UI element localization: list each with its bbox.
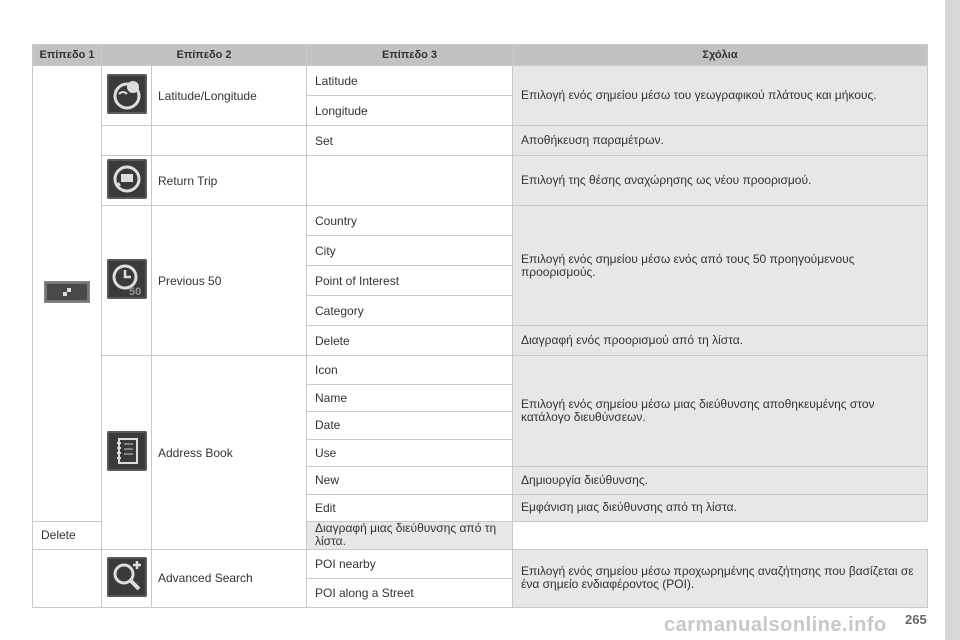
- level3-date: Date: [307, 411, 513, 439]
- address-book-icon-cell: [102, 356, 152, 549]
- level3-icon: Icon: [307, 356, 513, 384]
- level3-country: Country: [307, 206, 513, 236]
- level2-previous: Previous 50: [152, 206, 307, 356]
- header-row: [33, 45, 928, 66]
- globe-icon: [107, 74, 147, 114]
- latlong-set-icon-cell: [102, 126, 152, 156]
- level3-poi-street: POI along a Street: [307, 578, 513, 607]
- desc-address-edit: Εμφάνιση μιας διεύθυνσης από τη λίστα.: [513, 494, 928, 521]
- navigation-menu-icon[interactable]: [44, 281, 90, 303]
- table-row: [33, 206, 928, 236]
- page-number: 265: [905, 612, 927, 627]
- desc-previous-delete: Διαγραφή ενός προορισμού από τη λίστα.: [513, 326, 928, 356]
- page-edge-strip: [945, 0, 960, 640]
- desc-address-new: Δημιουργία διεύθυνσης.: [513, 466, 928, 494]
- level2-latlong: Latitude/Longitude: [152, 66, 307, 126]
- level3-use: Use: [307, 439, 513, 466]
- level3-category: Category: [307, 296, 513, 326]
- desc-return-trip: Επιλογή της θέσης αναχώρησης ως νέου προορισμού.: [513, 156, 928, 206]
- navigation-menu-table: [32, 44, 928, 608]
- level2-advanced-search: Advanced Search: [152, 549, 307, 607]
- desc-address-delete: Διαγραφή μιας διεύθυνσης από τη λίστα.: [307, 521, 513, 549]
- history-clock-icon: [107, 259, 147, 299]
- watermark: carmanualsonline.info: [664, 614, 887, 636]
- advanced-search-icon-cell: [102, 549, 152, 607]
- level3-empty: [307, 156, 513, 206]
- desc-address-select: Επιλογή ενός σημείου μέσω μιας διεύθυνσης αποθηκευμένης στον κατάλογο διευθύνσεων.: [513, 356, 928, 466]
- level3-city: City: [307, 236, 513, 266]
- return-trip-icon: [107, 159, 147, 199]
- level1-cell-bottom: [33, 549, 102, 607]
- header-level1: Επίπεδο 1: [33, 45, 102, 66]
- latlong-icon-cell: [102, 66, 152, 126]
- level3-name: Name: [307, 384, 513, 411]
- address-book-icon: [107, 431, 147, 471]
- table-row: [33, 66, 928, 96]
- level2-return-trip: Return Trip: [152, 156, 307, 206]
- header-level2: Επίπεδο 2: [102, 45, 307, 66]
- table-row: [33, 549, 928, 578]
- header-comments: Σχόλια: [513, 45, 928, 66]
- return-trip-icon-cell: [102, 156, 152, 206]
- level1-cell: [33, 66, 102, 522]
- table-row: [33, 126, 928, 156]
- desc-latlong-set: Αποθήκευση παραμέτρων.: [513, 126, 928, 156]
- level3-set: Set: [307, 126, 513, 156]
- desc-advanced-search: Επιλογή ενός σημείου μέσω προχωρημένης αναζήτησης που βασίζεται σε ένα σημείο ενδιαφέροντος (POI).: [513, 549, 928, 607]
- level3-address-delete: Delete: [33, 521, 102, 549]
- desc-previous-select: Επιλογή ενός σημείου μέσω ενός από τους 50 προηγούμενους προορισμούς.: [513, 206, 928, 326]
- table-row: [33, 356, 928, 384]
- table-row: [33, 156, 928, 206]
- level3-poi-nearby: POI nearby: [307, 549, 513, 578]
- level3-new: New: [307, 466, 513, 494]
- level2-empty: [152, 126, 307, 156]
- level2-address-book: Address Book: [152, 356, 307, 549]
- level3-latitude: Latitude: [307, 66, 513, 96]
- magnifier-plus-icon: [107, 557, 147, 597]
- level3-delete: Delete: [307, 326, 513, 356]
- header-level3: Επίπεδο 3: [307, 45, 513, 66]
- svg-text:50: 50: [128, 286, 141, 299]
- desc-latlong-select: Επιλογή ενός σημείου μέσω του γεωγραφικού πλάτους και μήκους.: [513, 66, 928, 126]
- level3-poi: Point of Interest: [307, 266, 513, 296]
- level3-edit: Edit: [307, 494, 513, 521]
- previous-icon-cell: [102, 206, 152, 356]
- level3-longitude: Longitude: [307, 96, 513, 126]
